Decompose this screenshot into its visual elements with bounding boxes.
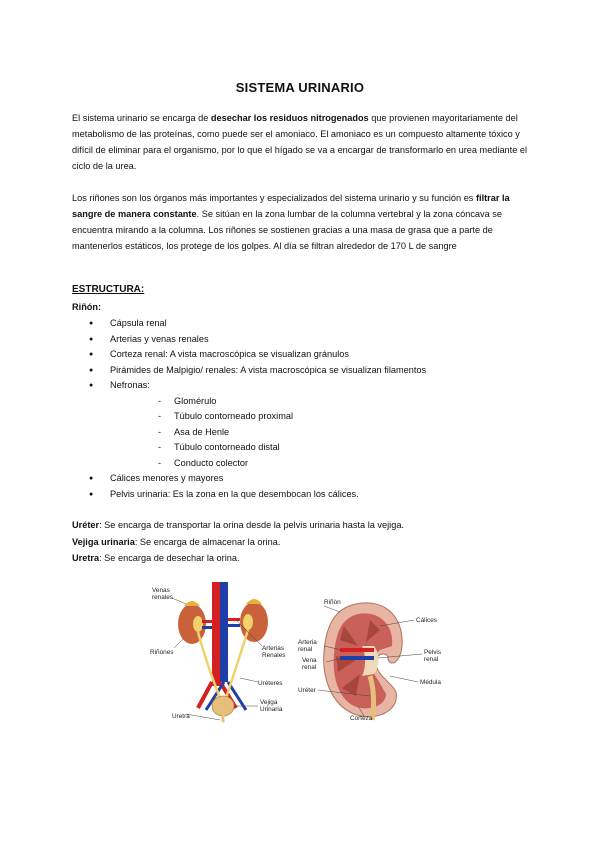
organ-ureter <box>72 520 404 530</box>
label-pelvis-renal: renal <box>424 656 439 663</box>
list-item: ● Pelvis urinaria: Es la zona en la que desembocan los cálices. <box>72 487 532 503</box>
page-title: SISTEMA URINARIO <box>235 80 365 95</box>
organ-term: Uretra <box>72 553 100 563</box>
right-ureter <box>226 630 248 698</box>
label-calices: Cálices <box>416 617 437 624</box>
label-rinones: Riñones <box>150 649 174 656</box>
label-vena-renal: renal <box>302 664 317 671</box>
sublist-item: - Túbulo contorneado distal <box>110 440 532 456</box>
leader-line <box>324 606 340 612</box>
paragraph-intro <box>72 110 532 174</box>
urethra <box>222 715 225 722</box>
subsection-heading: Riñón: <box>72 302 102 312</box>
label-vena: Vena <box>302 657 317 664</box>
organ-urethra <box>72 553 240 563</box>
leader-line <box>240 678 258 682</box>
label-vejiga-urinaria: Urinaria <box>260 706 283 713</box>
nephron-sublist <box>110 394 532 472</box>
list-item: ● Cápsula renal <box>72 316 532 332</box>
label-uretra: Uretra <box>172 713 190 720</box>
sublist-item: - Conducto colector <box>110 456 532 472</box>
vena-cava <box>220 582 228 682</box>
left-adrenal <box>184 601 200 606</box>
text-span: . Se sitúan en la zona lumbar de la columna vertebral y la zona cóncava se encuentra mirando a la columna. Los riñones se sostienen gracias a una masa de grasa que a parte de mantenerlos estáticos, los protege de los golpes. Al día se filtran alrededor de 170 L de sangre <box>72 209 502 251</box>
label-ureteres: Uréteres <box>258 680 283 687</box>
organ-bladder <box>72 537 280 547</box>
left-renal-pelvis <box>193 616 203 632</box>
organ-term: Vejiga urinaria <box>72 537 135 547</box>
leader-line <box>172 598 186 604</box>
label-arteria: Arteria <box>298 639 317 646</box>
leader-line <box>186 714 220 720</box>
list-item: ● Cálices menores y mayores <box>72 471 532 487</box>
bold-text: filtrar la sangre de manera constante <box>72 193 510 219</box>
list-item: ● Pirámides de Malpigio/ renales: A vista macroscópica se visualizan filamentos <box>72 363 532 379</box>
label-arterias-renales: Renales <box>262 652 286 659</box>
label-arteria-renal: renal <box>298 646 313 653</box>
organ-description: : Se encarga de transportar la orina desde la pelvis urinaria hasta la vejiga. <box>99 520 404 530</box>
label-renales: renales <box>152 594 173 601</box>
label-rinon: Riñón <box>324 599 341 606</box>
label-vejiga: Vejiga <box>260 699 278 706</box>
leader-line <box>390 676 418 682</box>
kidney-section-illustration <box>296 596 466 722</box>
sublist-item: - Túbulo contorneado proximal <box>110 409 532 425</box>
right-renal-vein <box>228 624 240 627</box>
left-renal-vein <box>202 626 212 629</box>
leader-line <box>174 638 184 648</box>
label-ureter: Uréter <box>298 687 316 694</box>
label-venas: Venas <box>152 587 170 594</box>
right-renal-pelvis <box>243 614 253 630</box>
left-renal-artery <box>202 620 212 623</box>
sublist-item: - Glomérulo <box>110 394 532 410</box>
renal-artery <box>340 648 374 652</box>
label-medula: Médula <box>420 679 441 686</box>
structure-list <box>72 316 532 502</box>
bold-text: desechar los residuos nitrogenados <box>210 113 369 123</box>
organ-description: : Se encarga de almacenar la orina. <box>134 537 281 547</box>
label-corteza: Corteza <box>350 715 373 722</box>
organ-description: : Se encarga de desechar la orina. <box>99 553 240 563</box>
label-arterias: Arterias <box>262 645 285 652</box>
text-span: El sistema urinario se encarga de <box>72 113 211 123</box>
section-heading: ESTRUCTURA: <box>72 284 145 295</box>
right-adrenal <box>246 599 262 604</box>
list-item-label: Nefronas: <box>110 380 150 390</box>
list-item-nefronas <box>72 378 532 471</box>
text-span: Los riñones son los órganos más importantes y especializados del sistema urinario y su función es <box>72 193 476 203</box>
aorta <box>212 582 220 686</box>
urinary-system-illustration <box>150 582 296 722</box>
organ-term: Uréter <box>72 520 100 530</box>
right-renal-artery <box>228 618 240 621</box>
renal-vein <box>340 656 374 660</box>
paragraph-kidneys <box>72 190 532 254</box>
text-span: que provienen mayoritariamente del metabolismo de las proteínas, como puede ser el amoniaco. El amoniaco es un compuesto altamente tóxico y difícil de eliminar para el organismo, por lo que el hígado se va a encargar de transformarlo en urea mediante el ciclo de la urea. <box>72 113 528 171</box>
label-pelvis: Pelvis <box>424 649 442 656</box>
sublist-item: - Asa de Henle <box>110 425 532 441</box>
list-item: ● Arterias y venas renales <box>72 332 532 348</box>
urinary-bladder <box>212 696 234 716</box>
list-item: ● Corteza renal: A vista macroscópica se visualizan gránulos <box>72 347 532 363</box>
